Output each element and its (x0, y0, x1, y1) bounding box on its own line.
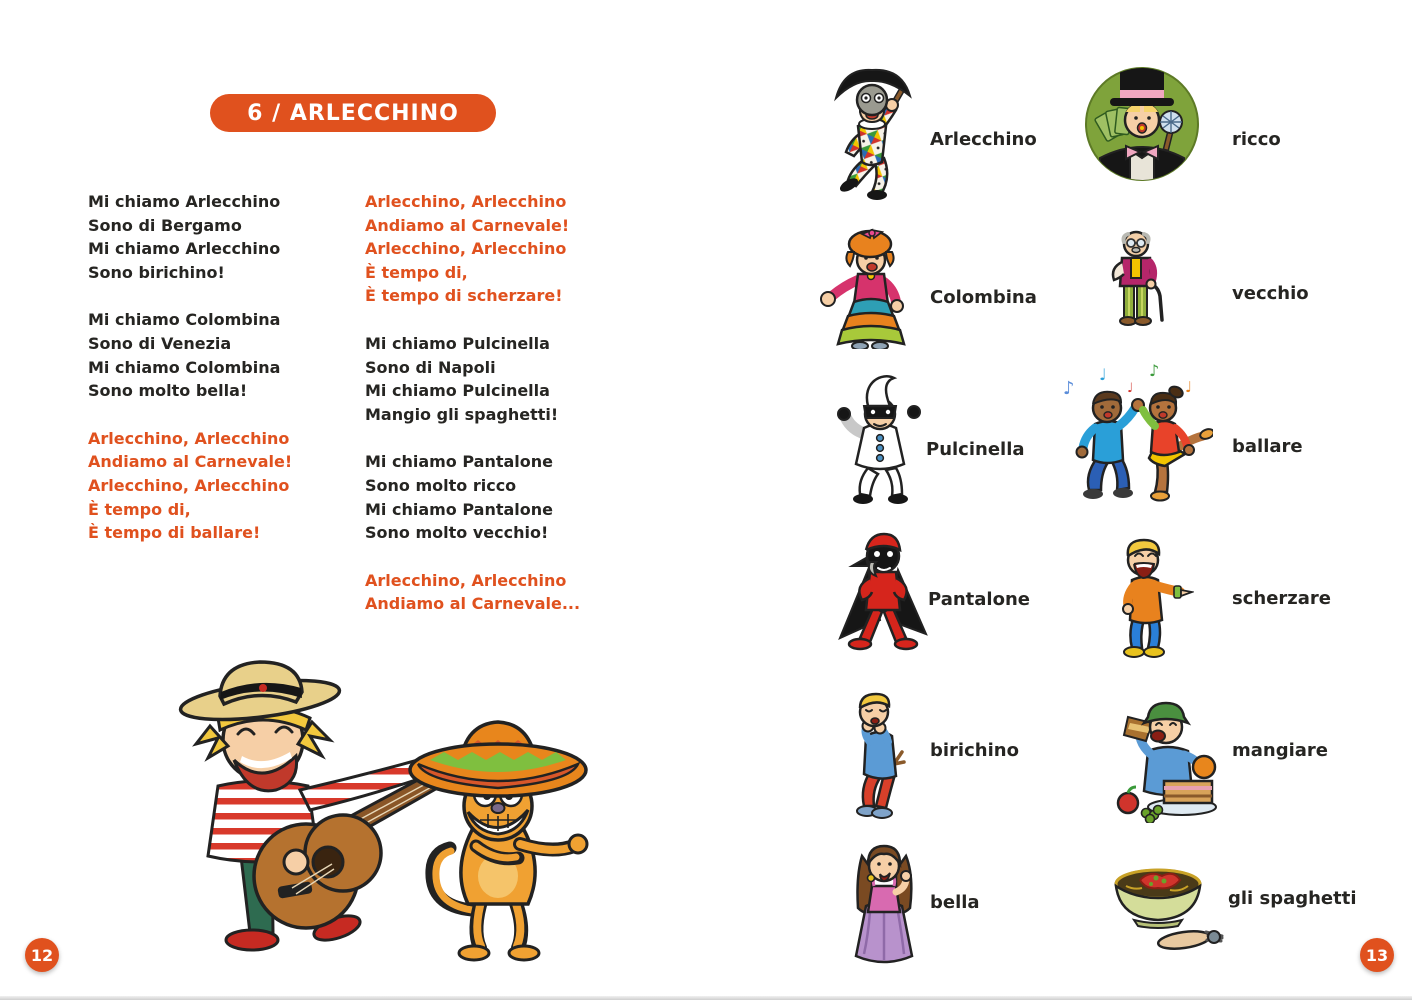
lyric-line: Arlecchino, Arlecchino (365, 192, 567, 211)
old-man-icon (1098, 228, 1174, 336)
lyric-line: È tempo di, (365, 262, 468, 282)
lyric-line: Mi chiamo Colombina (88, 357, 281, 377)
pulcinella-character-icon (830, 372, 926, 506)
svg-text:♪: ♪ (1063, 378, 1075, 399)
lyric-line: È tempo di scherzare! (365, 286, 563, 306)
lyric-line: È tempo di, (88, 499, 191, 519)
guitar-boy-and-sombrero-cat-illustration (100, 648, 610, 998)
vocab-item-ballare (1045, 362, 1213, 508)
lyrics-stanza-refrain (365, 569, 655, 616)
vocab-item-colombina (818, 224, 922, 349)
vocab-label-bella: bella (930, 892, 980, 913)
vocab-item-gli-spaghetti (1106, 852, 1232, 956)
vocab-item-vecchio (1098, 228, 1174, 336)
svg-text:♪: ♪ (1149, 362, 1160, 380)
lyric-line: Mi chiamo Pantalone (365, 499, 554, 519)
lyric-line: Mi chiamo Arlecchino (88, 192, 281, 211)
arlecchino-character-icon (822, 60, 924, 200)
vocab-label-arlecchino: Arlecchino (930, 129, 1037, 150)
lyric-line: Mi chiamo Colombina (88, 310, 281, 330)
lyrics-stanza (88, 308, 378, 402)
pretty-girl-icon (836, 836, 932, 970)
vocab-item-arlecchino (822, 60, 924, 200)
lyric-line: Sono molto vecchio! (365, 523, 549, 543)
eating-boy-icon (1108, 695, 1226, 823)
svg-text:♩: ♩ (1127, 381, 1134, 396)
lyric-line: Sono molto ricco (365, 475, 517, 495)
lyric-line: Andiamo al Carnevale! (88, 452, 293, 472)
vocab-label-ricco: ricco (1232, 129, 1281, 150)
lyric-line: Sono di Bergamo (88, 215, 242, 235)
lyric-line: Andiamo al Carnevale... (365, 594, 581, 614)
vocab-item-pantalone (832, 528, 934, 656)
vocab-item-scherzare (1098, 532, 1194, 662)
mischievous-boy-icon (836, 688, 922, 822)
lyric-line: Sono di Napoli (365, 357, 496, 377)
page-number-left: 12 (25, 938, 59, 972)
lyric-line: Sono molto bella! (88, 381, 248, 401)
vocab-label-pantalone: Pantalone (928, 589, 1030, 610)
rich-man-icon (1082, 62, 1202, 187)
lyric-line: Arlecchino, Arlecchino (88, 428, 290, 448)
lyrics-stanza-refrain (88, 427, 378, 545)
colombina-character-icon (818, 224, 922, 349)
lyric-line: Sono di Venezia (88, 333, 232, 353)
page-number-right: 13 (1360, 938, 1394, 972)
lyric-line: Mi chiamo Pantalone (365, 452, 554, 472)
svg-text:♩: ♩ (1185, 378, 1193, 396)
dancing-children-icon (1045, 362, 1213, 508)
lyric-line: Arlecchino, Arlecchino (365, 239, 567, 259)
lyric-line: Mi chiamo Pulcinella (365, 333, 550, 353)
vocab-label-birichino: birichino (930, 740, 1019, 761)
lyrics-stanza (88, 190, 378, 284)
vocab-label-gli-spaghetti: gli spaghetti (1228, 888, 1357, 909)
page-bottom-edge (0, 996, 1412, 1000)
lyrics-column-2 (365, 190, 655, 640)
vocab-label-vecchio: vecchio (1232, 283, 1309, 304)
vocab-item-ricco (1082, 62, 1202, 187)
vocab-item-mangiare (1108, 695, 1226, 823)
lyrics-stanza (365, 450, 655, 544)
vocab-label-ballare: ballare (1232, 436, 1303, 457)
vocab-label-mangiare: mangiare (1232, 740, 1329, 761)
lyrics-stanza-refrain (365, 190, 655, 308)
lyric-line: È tempo di ballare! (88, 523, 261, 543)
vocab-item-bella (836, 836, 932, 970)
lyric-line: Mangio gli spaghetti! (365, 404, 559, 424)
lyric-line: Sono birichino! (88, 262, 225, 282)
svg-text:♩: ♩ (1099, 365, 1107, 384)
pantalone-character-icon (832, 528, 934, 656)
vocab-item-pulcinella (830, 372, 926, 506)
lyrics-column-1 (88, 190, 378, 569)
lyric-line: Mi chiamo Arlecchino (88, 239, 281, 259)
vocab-label-pulcinella: Pulcinella (926, 439, 1025, 460)
vocab-item-birichino (836, 688, 922, 822)
lyric-line: Arlecchino, Arlecchino (88, 475, 290, 495)
vocab-label-scherzare: scherzare (1232, 588, 1331, 609)
vocab-label-colombina: Colombina (930, 287, 1037, 308)
joking-boy-icon (1098, 532, 1194, 662)
lyrics-stanza (365, 332, 655, 426)
spaghetti-bowl-icon (1106, 852, 1232, 956)
lyric-line: Mi chiamo Pulcinella (365, 381, 550, 401)
guitar-boy-and-sombrero-cat-icon (100, 648, 610, 998)
lyric-line: Andiamo al Carnevale! (365, 215, 570, 235)
song-title-banner: 6 / ARLECCHINO (210, 94, 496, 132)
lyric-line: Arlecchino, Arlecchino (365, 570, 567, 590)
